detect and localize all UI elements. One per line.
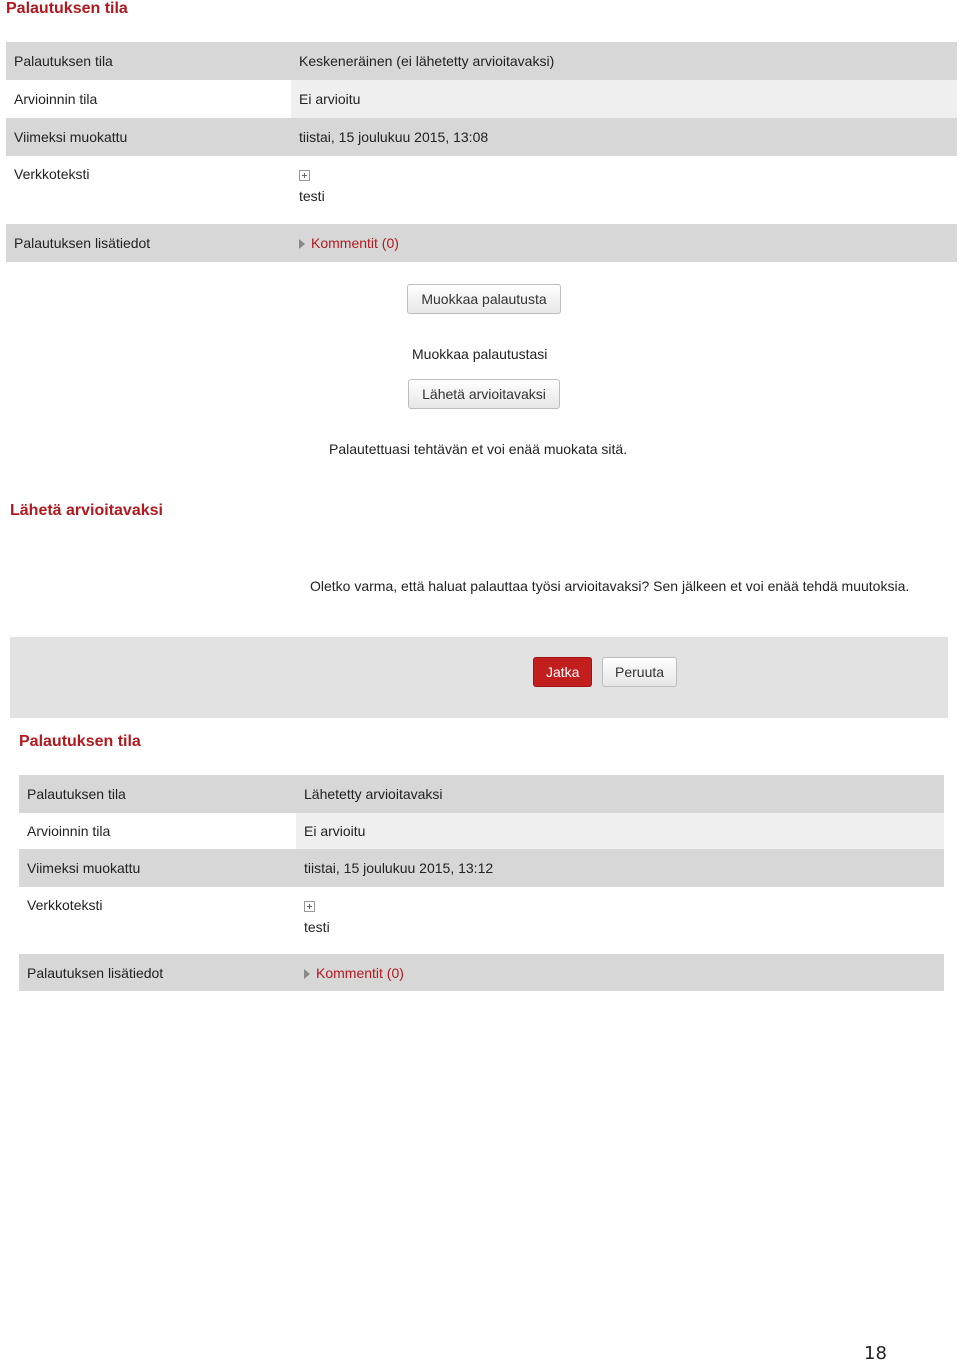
comments-cell [296,954,944,991]
section-heading: Palautuksen tila [6,0,128,17]
comments-link[interactable]: Kommentit (0) [311,235,399,251]
row-label: Viimeksi muokattu [19,849,296,887]
row-label: Verkkoteksti [6,156,291,224]
triangle-right-icon[interactable] [299,239,305,249]
row-value: tiistai, 15 joulukuu 2015, 13:12 [296,849,944,887]
row-value: Keskeneräinen (ei lähetetty arvioitavaksi) [291,42,957,80]
online-text: testi [299,188,325,204]
table-row [19,813,944,849]
submit-note: Palautettuasi tehtävän et voi enää muokata sitä. [329,441,628,457]
submission-status-table [6,42,957,262]
submission-status-table [19,775,944,991]
row-label: Arvioinnin tila [19,813,296,849]
row-value: Ei arvioitu [296,813,944,849]
comments-cell [291,224,957,262]
expand-plus-icon[interactable] [304,901,315,912]
table-row [6,118,957,156]
row-label: Palautuksen tila [6,42,291,80]
submit-for-grading-button[interactable]: Lähetä arvioitavaksi [408,379,560,409]
row-value: Lähetetty arvioitavaksi [296,775,944,813]
cancel-button[interactable]: Peruuta [602,657,677,687]
table-row [19,954,944,991]
row-value-container [296,887,944,954]
row-label: Palautuksen lisätiedot [6,224,291,262]
table-row [19,775,944,813]
section-heading: Palautuksen tila [19,733,141,750]
page-number: 18 [864,1343,887,1364]
confirm-button-bar [10,637,948,718]
triangle-right-icon[interactable] [304,969,310,979]
table-row [6,224,957,262]
table-row [6,80,957,118]
comments-link[interactable]: Kommentit (0) [316,964,404,981]
edit-submission-button[interactable]: Muokkaa palautusta [407,284,561,314]
row-value: tiistai, 15 joulukuu 2015, 13:08 [291,118,957,156]
table-row [19,887,944,954]
confirm-heading: Lähetä arvioitavaksi [10,502,163,519]
row-label: Palautuksen tila [19,775,296,813]
edit-submission-description: Muokkaa palautustasi [412,346,548,362]
confirm-question: Oletko varma, että haluat palauttaa työsi arvioitavaksi? Sen jälkeen et voi enää tehdä muutoksia. [310,578,910,594]
row-value-container [291,156,957,224]
table-row [19,849,944,887]
online-text: testi [304,919,330,935]
row-value: Ei arvioitu [291,80,957,118]
expand-plus-icon[interactable] [299,170,310,181]
continue-button[interactable]: Jatka [533,657,592,687]
row-label: Verkkoteksti [19,887,296,954]
row-label: Palautuksen lisätiedot [19,954,296,991]
table-row [6,42,957,80]
table-row [6,156,957,224]
row-label: Viimeksi muokattu [6,118,291,156]
row-label: Arvioinnin tila [6,80,291,118]
